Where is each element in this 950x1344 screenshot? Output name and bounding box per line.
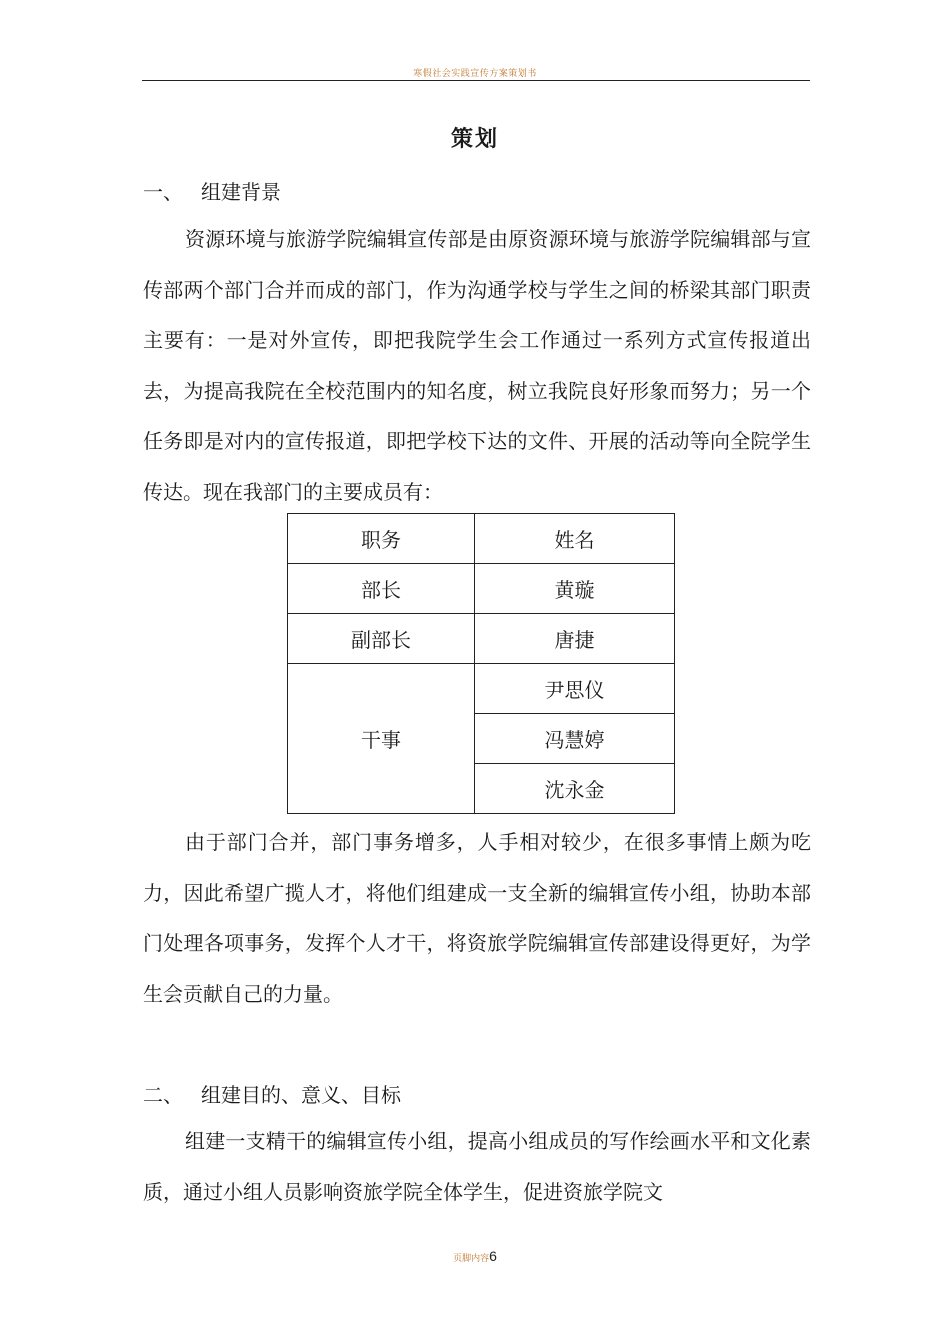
section-title-2: 组建目的、意义、目标 — [201, 1083, 401, 1107]
table-header-row — [288, 514, 675, 564]
paragraph-purpose: 组建一支精干的编辑宣传小组，提高小组成员的写作绘画水平和文化素质，通过小组人员影响资旅学院全体学生，促进资旅学院文 — [143, 1129, 811, 1204]
paragraph-merger: 由于部门合并，部门事务增多，人手相对较少，在很多事情上颇为吃力，因此希望广揽人才，将他们组建成一支全新的编辑宣传小组，协助本部门处理各项事务，发挥个人才干，将资旅学院编辑宣传部建设得更好，为学生会贡献自己的力量。 — [143, 830, 811, 1006]
name-cell: 唐捷 — [475, 614, 675, 664]
page-footer — [0, 1246, 950, 1265]
name-cell: 沈永金 — [475, 764, 675, 814]
section-number-2: 二、 — [143, 1083, 183, 1107]
header-rule — [142, 80, 810, 81]
table-header-cell: 姓名 — [475, 514, 675, 564]
paragraph-background: 资源环境与旅游学院编辑宣传部是由原资源环境与旅游学院编辑部与宣传部两个部门合并而成的部门，作为沟通学校与学生之间的桥梁其部门职责主要有：一是对外宣传，即把我院学生会工作通过一系列方式宣传报道出去，为提高我院在全校范围内的知名度，树立我院良好形象而努力；另一个任务即是对内的宣传报道，即把学校下达的文件、开展的活动等向全院学生传达。现在我部门的主要成员有： — [143, 227, 811, 504]
table-row — [288, 614, 675, 664]
name-cell: 冯慧婷 — [475, 714, 675, 764]
role-cell: 部长 — [288, 564, 475, 614]
section-heading-2 — [143, 1079, 401, 1108]
table-header-cell: 职务 — [288, 514, 475, 564]
page-number: 6 — [489, 1248, 497, 1264]
page-title: 策划 — [450, 126, 499, 152]
footer-label: 页脚内容 — [453, 1254, 490, 1264]
role-cell: 副部长 — [288, 614, 475, 664]
name-cell: 黄璇 — [475, 564, 675, 614]
name-cell: 尹思仪 — [475, 664, 675, 714]
running-header: 寒假社会实践宣传方案策划书 — [413, 69, 537, 79]
table-row — [288, 564, 675, 614]
section-number-1: 一、 — [143, 180, 183, 204]
member-table — [287, 513, 675, 814]
section-heading-1 — [143, 176, 281, 205]
section-title-1: 组建背景 — [201, 180, 281, 204]
role-cell: 干事 — [288, 664, 475, 814]
table-row — [288, 664, 675, 714]
